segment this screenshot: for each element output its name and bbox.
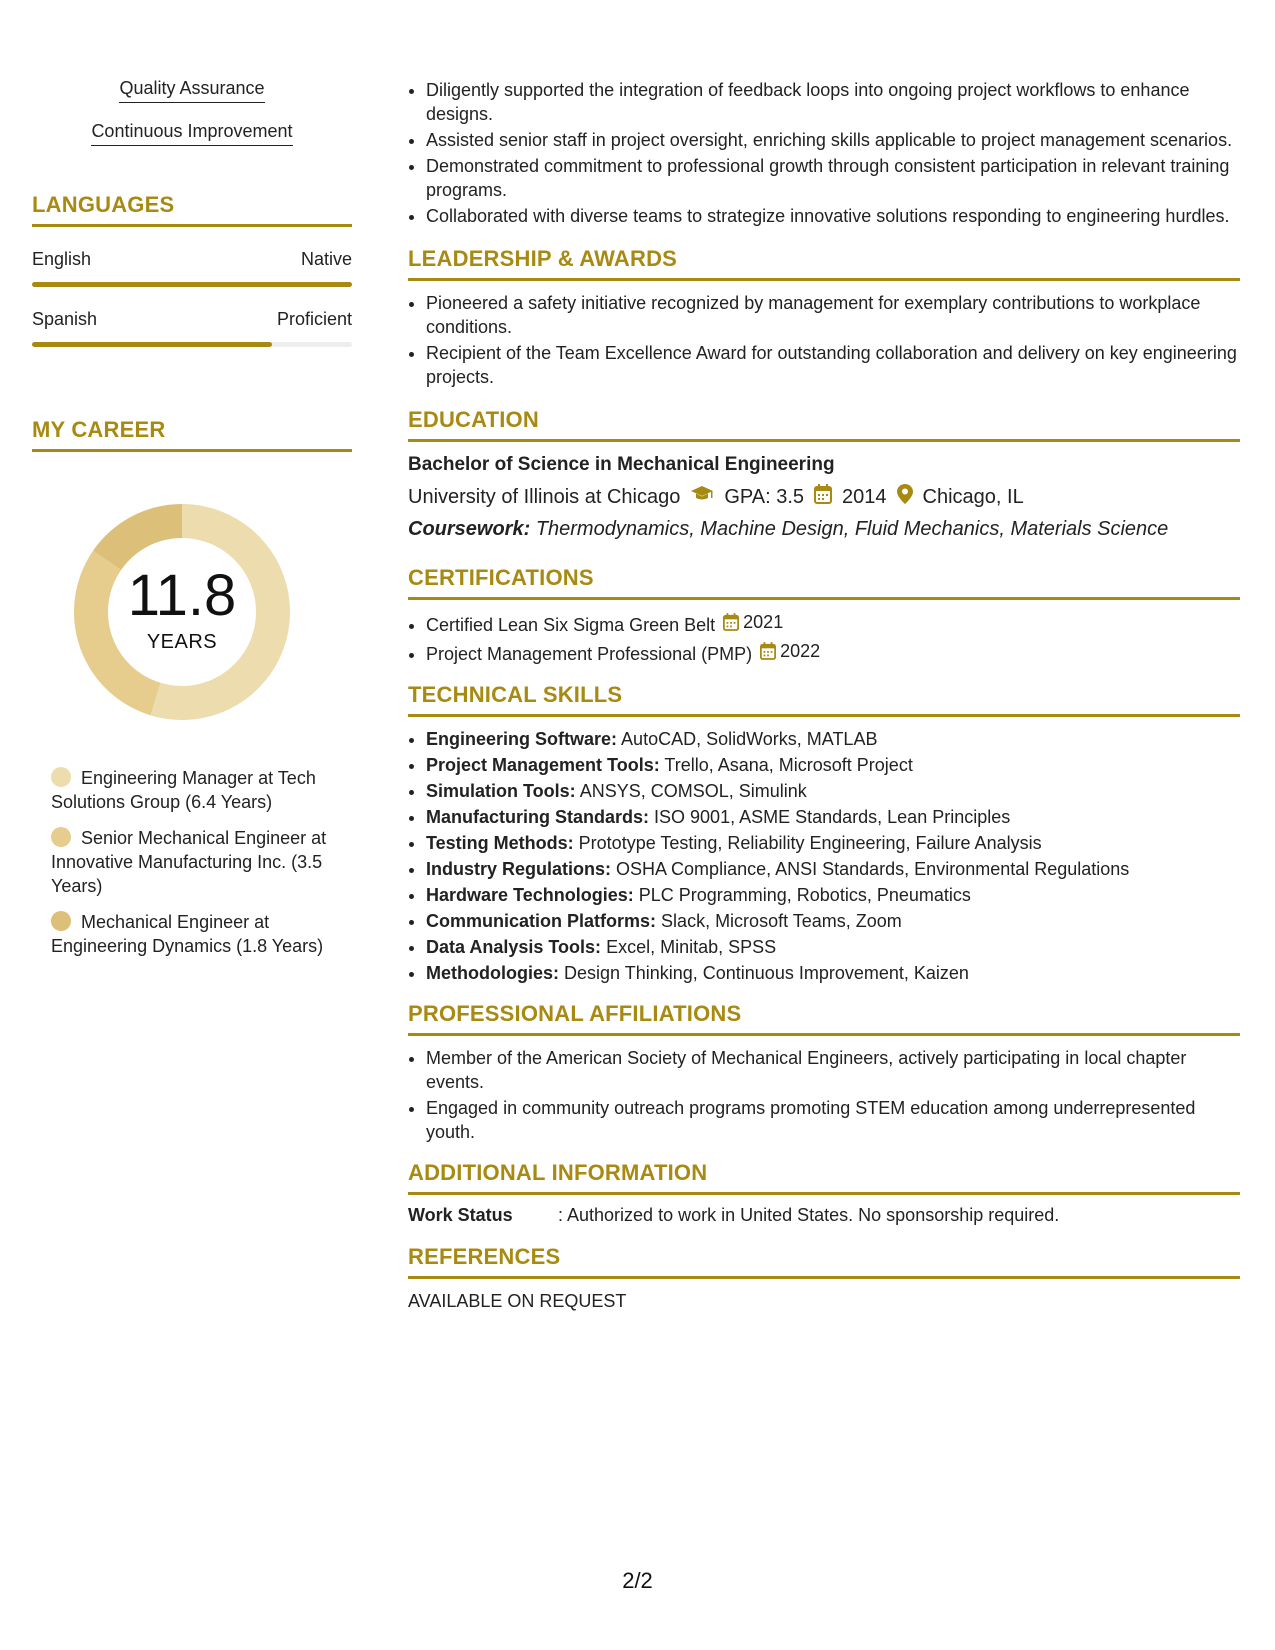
- skill-values: Prototype Testing, Reliability Engineering, Failure Analysis: [578, 833, 1042, 853]
- certification-item: [426, 639, 1240, 666]
- career-total: 11.8: [127, 562, 237, 628]
- gpa: GPA: 3.5: [724, 485, 805, 508]
- leadership-item: • Recipient of the Team Excellence Award for outstanding collaboration and delivery on key engineering projects.: [426, 341, 1240, 389]
- language-level-fill: [32, 342, 272, 347]
- technical-skill-item: [426, 805, 1240, 829]
- affiliation-item: • Engaged in community outreach programs promoting STEM education among underrepresented youth.: [426, 1096, 1240, 1144]
- skill-category: Methodologies:: [426, 963, 559, 983]
- leadership-list: [408, 291, 1240, 389]
- education-location: Chicago, IL: [922, 485, 1024, 508]
- affiliations-title: PROFESSIONAL AFFILIATIONS: [408, 1001, 1240, 1036]
- skill-tag: Continuous Improvement: [32, 121, 352, 146]
- experience-bullet: • Assisted senior staff in project oversight, enriching skills applicable to project management scenarios.: [426, 128, 1240, 152]
- additional-info-title: ADDITIONAL INFORMATION: [408, 1160, 1240, 1195]
- leadership-title: LEADERSHIP & AWARDS: [408, 246, 1240, 281]
- affiliations-list: [408, 1046, 1240, 1144]
- language-item: [32, 309, 352, 347]
- technical-skills-title: TECHNICAL SKILLS: [408, 682, 1240, 717]
- skill-category: Project Management Tools:: [426, 755, 660, 775]
- calendar-icon: [723, 613, 739, 631]
- skill-category: Industry Regulations:: [426, 859, 612, 879]
- graduation-year: 2014: [842, 485, 887, 508]
- skill-values: ANSYS, COMSOL, Simulink: [579, 781, 807, 801]
- language-level-fill: [32, 282, 352, 287]
- references-text: AVAILABLE ON REQUEST: [408, 1291, 627, 1311]
- sidebar: [32, 78, 352, 970]
- career-donut: [62, 492, 302, 732]
- work-status-label: Work Status: [408, 1205, 513, 1225]
- location-pin-icon: [897, 484, 913, 510]
- skill-values: Excel, Minitab, SPSS: [606, 937, 777, 957]
- certifications-list: [408, 610, 1240, 666]
- languages-title: LANGUAGES: [32, 192, 352, 227]
- certification-name: Certified Lean Six Sigma Green Belt: [426, 615, 716, 635]
- skill-category: Simulation Tools:: [426, 781, 576, 801]
- technical-skill-item: [426, 909, 1240, 933]
- languages-list: [32, 249, 352, 347]
- career-unit: YEARS: [146, 630, 218, 653]
- main-content: [408, 78, 1240, 1312]
- skill-category: Manufacturing Standards:: [426, 807, 650, 827]
- technical-skill-item: [426, 753, 1240, 777]
- certification-year: 2022: [780, 641, 821, 661]
- technical-skill-item: [426, 779, 1240, 803]
- skill-values: PLC Programming, Robotics, Pneumatics: [638, 885, 971, 905]
- career-legend-dot: [51, 767, 71, 787]
- experience-bullet: • Collaborated with diverse teams to strategize innovative solutions responding to engineering hurdles.: [426, 204, 1240, 228]
- coursework-label: Coursework:: [408, 518, 531, 540]
- affiliation-item: • Member of the American Society of Mechanical Engineers, actively participating in local chapter events.: [426, 1046, 1240, 1094]
- language-name: English: [32, 249, 92, 269]
- skill-category: Data Analysis Tools:: [426, 937, 602, 957]
- certification-name: Project Management Professional (PMP): [426, 644, 753, 664]
- language-level: Proficient: [276, 309, 352, 329]
- graduation-cap-icon: [690, 485, 714, 509]
- certifications-title: CERTIFICATIONS: [408, 565, 1240, 600]
- skill-category: Communication Platforms:: [426, 911, 657, 931]
- technical-skills-list: [408, 727, 1240, 985]
- career-item-label: Mechanical Engineer at Engineering Dynamics (1.8 Years): [51, 912, 324, 956]
- technical-skill-item: [426, 883, 1240, 907]
- career-item-label: Engineering Manager at Tech Solutions Group (6.4 Years): [51, 768, 316, 812]
- skill-values: ISO 9001, ASME Standards, Lean Principles: [654, 807, 1011, 827]
- certification-item: [426, 610, 1240, 637]
- skill-values: AutoCAD, SolidWorks, MATLAB: [621, 729, 878, 749]
- skill-values: Slack, Microsoft Teams, Zoom: [661, 911, 902, 931]
- page-number: 2/2: [622, 1568, 653, 1593]
- technical-skill-item: [426, 935, 1240, 959]
- work-status-row: [408, 1205, 1240, 1226]
- experience-bullet: • Demonstrated commitment to professional growth through consistent participation in relevant training programs.: [426, 154, 1240, 202]
- degree: Bachelor of Science in Mechanical Engineering: [408, 454, 835, 475]
- calendar-icon: [814, 484, 832, 510]
- coursework: [408, 518, 1240, 541]
- technical-skill-item: [426, 727, 1240, 751]
- education-title: EDUCATION: [408, 407, 1240, 442]
- skill-values: OSHA Compliance, ANSI Standards, Environmental Regulations: [616, 859, 1130, 879]
- experience-bullets: [408, 78, 1240, 228]
- technical-skill-item: [426, 857, 1240, 881]
- work-status-value: : Authorized to work in United States. No sponsorship required.: [558, 1205, 1060, 1225]
- career-legend: [51, 766, 352, 958]
- skill-category: Hardware Technologies:: [426, 885, 634, 905]
- skill-values: Design Thinking, Continuous Improvement, Kaizen: [564, 963, 969, 983]
- technical-skill-item: [426, 831, 1240, 855]
- career-item: [51, 910, 352, 958]
- skill-category: Engineering Software:: [426, 729, 618, 749]
- language-level: Native: [300, 249, 352, 269]
- coursework-value: Thermodynamics, Machine Design, Fluid Mechanics, Materials Science: [535, 518, 1169, 540]
- skill-tag: Quality Assurance: [32, 78, 352, 103]
- career-item: [51, 766, 352, 814]
- education-meta: [408, 484, 1240, 510]
- language-item: [32, 249, 352, 287]
- experience-bullet: • Diligently supported the integration of feedback loops into ongoing project workflows to enhance designs.: [426, 78, 1240, 126]
- language-level-bar: [32, 282, 352, 287]
- career-title: MY CAREER: [32, 417, 352, 452]
- skill-values: Trello, Asana, Microsoft Project: [664, 755, 913, 775]
- references-title: REFERENCES: [408, 1244, 1240, 1279]
- calendar-icon: [760, 642, 776, 660]
- certification-year: 2021: [743, 612, 784, 632]
- skill-category: Testing Methods:: [426, 833, 574, 853]
- career-legend-dot: [51, 827, 71, 847]
- leadership-item: • Pioneered a safety initiative recognized by management for exemplary contributions to workplace conditions.: [426, 291, 1240, 339]
- technical-skill-item: [426, 961, 1240, 985]
- language-level-bar: [32, 342, 352, 347]
- school: University of Illinois at Chicago: [408, 485, 681, 508]
- career-legend-dot: [51, 911, 71, 931]
- language-name: Spanish: [32, 309, 98, 329]
- career-item-label: Senior Mechanical Engineer at Innovative Manufacturing Inc. (3.5 Years): [51, 828, 327, 896]
- career-item: [51, 826, 352, 898]
